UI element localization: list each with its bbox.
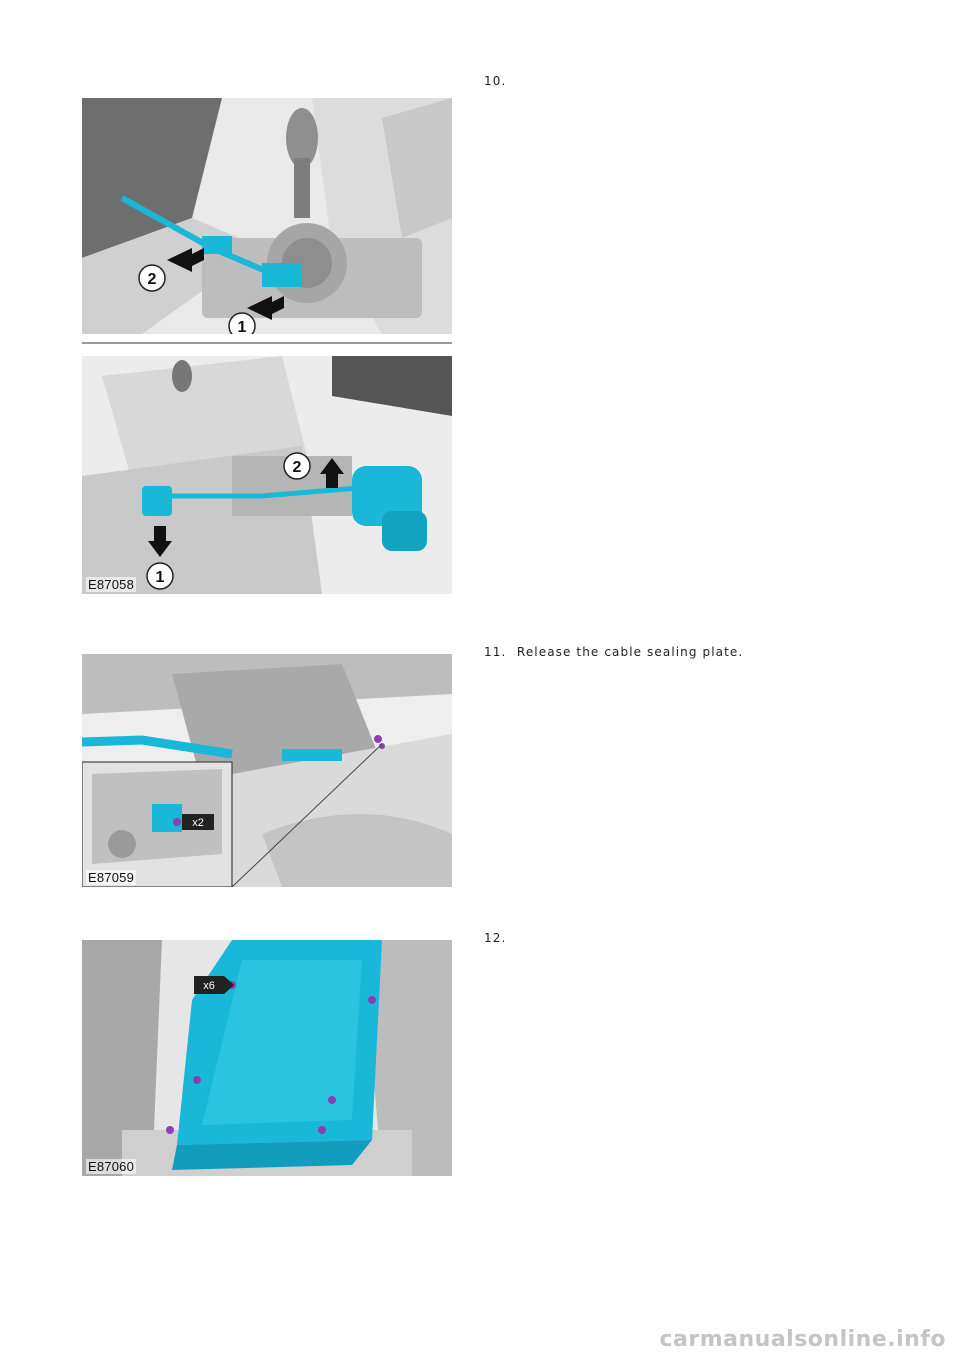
panel-divider: [82, 342, 452, 344]
quantity-callout: x6: [203, 980, 215, 992]
step-number: 12.: [484, 931, 507, 945]
illustration-heat-shield: [82, 940, 452, 1176]
figure-code: E87058: [88, 577, 135, 592]
step-number: 10.: [484, 74, 507, 88]
quantity-callout: x2: [192, 817, 204, 829]
figure-code: E87060: [88, 1159, 135, 1174]
illustration-gear-selector-cable-bottom: [82, 356, 452, 594]
callout-1: 1: [155, 569, 165, 586]
illustration-gear-selector-cable-top: [82, 98, 452, 334]
cable-sealing-plate-drawing: [82, 654, 452, 887]
callout-2: 2: [292, 459, 302, 476]
callout-2: 2: [147, 271, 157, 288]
step-12: [484, 931, 517, 945]
figure-code: E87059: [88, 870, 135, 885]
step-10: [484, 74, 517, 88]
heat-shield-drawing: [82, 940, 452, 1176]
step-number: 11.: [484, 645, 507, 659]
gear-selector-cable-drawing: [82, 356, 452, 594]
gear-selector-cable-drawing: [82, 98, 452, 334]
step-text: Release the cable sealing plate.: [516, 645, 744, 659]
step-11: [484, 645, 743, 659]
illustration-cable-sealing-plate: [82, 654, 452, 887]
watermark: carmanualsonline.info: [659, 1327, 946, 1352]
callout-1: 1: [237, 319, 247, 334]
